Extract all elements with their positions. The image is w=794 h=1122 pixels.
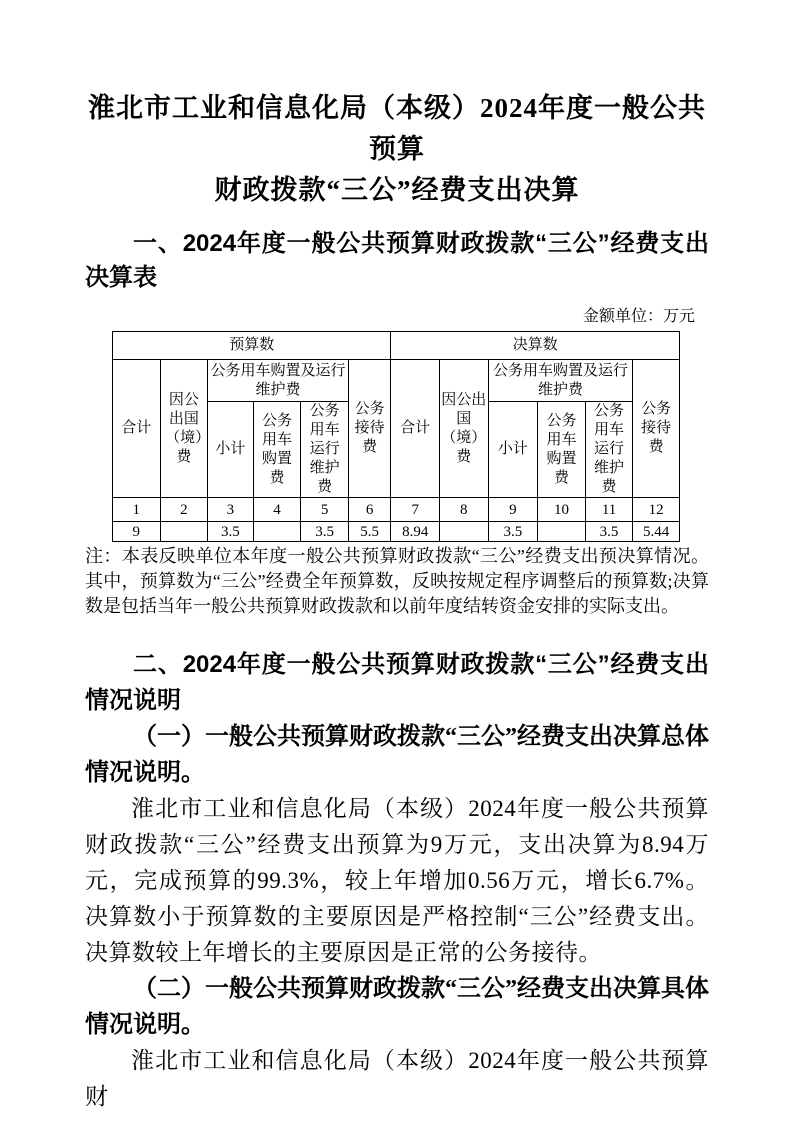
table-group-header-row [113, 332, 680, 360]
amount-unit-note: 金额单位：万元 [582, 308, 695, 325]
column-number: 4 [253, 498, 301, 522]
col-header-vehicle-group-final: 公务用车购置及运行维护费 [488, 360, 633, 402]
value-cell: 3.5 [208, 522, 254, 542]
column-number: 7 [391, 498, 440, 522]
value-cell [160, 522, 208, 542]
document-title-line2: 财政拨款“三公”经费支出决算 [214, 175, 580, 205]
table-header-row-upper [113, 360, 680, 402]
value-cell: 3.5 [488, 522, 538, 542]
value-cell: 9 [113, 522, 161, 542]
col-header-vehicle-subtotal-budget: 小计 [208, 402, 254, 498]
section2 [85, 647, 709, 1115]
column-number: 3 [208, 498, 254, 522]
value-cell [439, 522, 488, 542]
value-cell [538, 522, 586, 542]
value-cell [253, 522, 301, 542]
column-number: 12 [633, 498, 680, 522]
col-header-abroad-final: 因公出国（境）费 [439, 360, 488, 498]
subsection2-paragraph: 淮北市工业和信息化局（本级）2024年度一般公共预算财 [85, 1048, 709, 1109]
table-value-row [113, 522, 680, 542]
column-number: 9 [488, 498, 538, 522]
column-number: 8 [439, 498, 488, 522]
document-title [85, 88, 709, 211]
group-header-budget: 预算数 [113, 332, 391, 360]
value-cell: 8.94 [391, 522, 440, 542]
sangong-expense-table [112, 331, 680, 542]
col-header-vehicle-maintenance-budget: 公务用车运行维护费 [301, 402, 349, 498]
column-number: 2 [160, 498, 208, 522]
value-cell: 3.5 [585, 522, 633, 542]
col-header-reception-final: 公务接待费 [633, 360, 680, 498]
col-header-vehicle-purchase-final: 公务用车购置费 [538, 402, 586, 498]
value-cell: 5.44 [633, 522, 680, 542]
subsection1-heading: （一）一般公共预算财政拨款“三公”经费支出决算总体情况说明。 [85, 724, 709, 786]
col-header-abroad-budget: 因公出国（境）费 [160, 360, 208, 498]
col-header-total-final: 合计 [391, 360, 440, 498]
col-header-vehicle-subtotal-final: 小计 [488, 402, 538, 498]
column-number: 6 [348, 498, 391, 522]
column-number: 10 [538, 498, 586, 522]
group-header-final: 决算数 [391, 332, 680, 360]
table-footnote: 注：本表反映单位本年度一般公共预算财政拨款“三公”经费支出预决算情况。其中，预算数为“三公”经费全年预算数，反映按规定程序调整后的预算数;决算数是包括当年一般公共预算财政拨款和以前年度结转资金安排的实际支出。 [85, 546, 709, 616]
col-header-total-budget: 合计 [113, 360, 161, 498]
subsection1-paragraph: 淮北市工业和信息化局（本级）2024年度一般公共预算财政拨款“三公”经费支出预算为9万元，支出决算为8.94万元，完成预算的99.3%，较上年增加0.56万元，增长6.7%。决算数小于预算数的主要原因是严格控制“三公”经费支出。决算数较上年增长的主要原因是正常的公务接待。 [85, 796, 709, 965]
column-number: 5 [301, 498, 349, 522]
value-cell: 3.5 [301, 522, 349, 542]
column-number: 1 [113, 498, 161, 522]
document-title-line1: 淮北市工业和信息化局（本级）2024年度一般公共预算 [88, 93, 706, 164]
section1-heading: 一、2024年度一般公共预算财政拨款“三公”经费支出决算表 [85, 230, 709, 291]
table-column-number-row [113, 498, 680, 522]
col-header-vehicle-group-budget: 公务用车购置及运行维护费 [208, 360, 349, 402]
section2-heading: 二、2024年度一般公共预算财政拨款“三公”经费支出情况说明 [85, 651, 709, 714]
column-number: 11 [585, 498, 633, 522]
col-header-vehicle-purchase-budget: 公务用车购置费 [253, 402, 301, 498]
col-header-reception-budget: 公务接待费 [348, 360, 391, 498]
subsection2-heading: （二）一般公共预算财政拨款“三公”经费支出决算具体情况说明。 [85, 976, 709, 1038]
value-cell: 5.5 [348, 522, 391, 542]
col-header-vehicle-maintenance-final: 公务用车运行维护费 [585, 402, 633, 498]
